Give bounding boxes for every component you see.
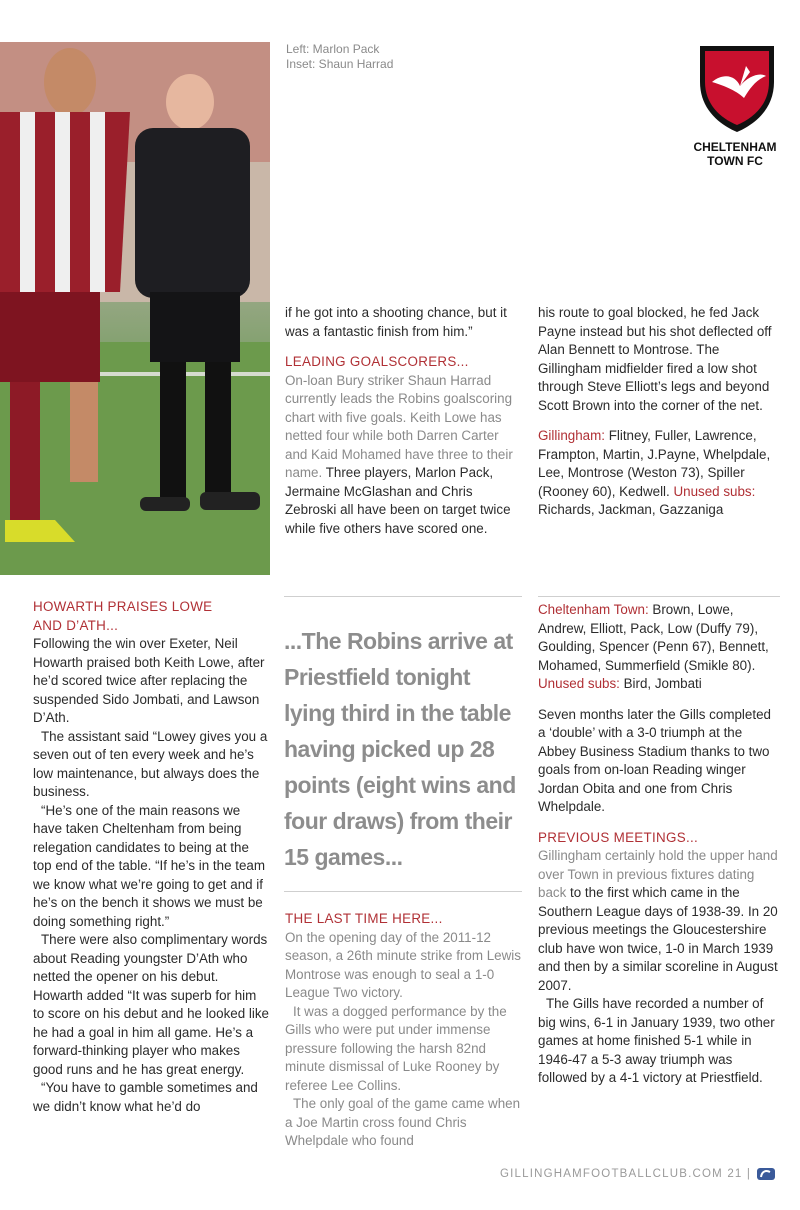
paragraph: his route to goal blocked, he fed Jack Payne instead but his shot deflected off Alan Bennett to Montrose. The Gillingham midfielder fired a low shot through Steve Elliott’s legs and beyond Scott Brown into the corner of the net. [538,305,772,413]
cheltenham-crest-logo [696,42,778,134]
gillingham-subs-label: Unused subs: [669,483,756,499]
gillingham-label: Gillingham: [538,428,605,443]
paragraph: Seven months later the Gills completed a ‘double’ with a 3-0 triumph at the Abbey Business Stadium thanks to two goals from on-loan Reading winger Jordan Obita and one from Chris Whelpdale. [538,706,771,814]
heading-last-time-here: THE LAST TIME HERE... [285,911,443,926]
cheltenham-lineup [538,601,780,694]
paragraph: It was a dogged performance by the Gills who were put under immense pressure following the harsh 82nd minute dismissal of Luke Rooney by referee Lee Collins. [285,1003,507,1093]
pull-quote: ...The Robins arrive at Priestfield tonight lying third in the table having picked up 28 points (eight wins and four draws) from their 15 games... [284,628,516,870]
cheltenham-subs: Bird, Jombati [619,676,702,691]
match-photo [0,42,270,575]
gillingham-team: Flitney, Fuller, Lawrence, Frampton, Martin, J.Payne, Whelpdale, Lee, Montrose (Weston 73), Spiller (Rooney 60), Kedwell. [538,428,771,499]
paragraph: The only goal of the game came when a Joe Martin cross found Chris Whelpdale who found [285,1096,521,1148]
article-column-1 [33,598,269,1116]
article-column-2-bottom [285,910,521,1151]
heading-howarth-line2: AND D’ATH... [33,617,119,633]
club-name-line1: CHELTENHAM [693,140,777,154]
page-footer [500,1168,751,1180]
paragraph: There were also complimentary words about Reading youngster D’Ath who netted the opener on his debut. Howarth added “It was superb for him to score on his debut and he looked like he had a goal in him all game. He’s a forward-thinking player who makes good runs and he has great energy. [33,932,269,1077]
paragraph: “You have to gamble sometimes and we didn’t know what he’d do [33,1080,258,1114]
article-column-3-bottom [538,601,780,1088]
column-divider [538,596,780,597]
goalscorers-text: Three players, Marlon Pack, Jermaine McGlashan and Chris Zebroski all have been on target twice while five others have scored one. [285,465,511,536]
goalscorers-faded-text: On-loan Bury striker Shaun Harrad currently leads the Robins goalscoring chart with five goals. Keith Lowe has netted four while both Darren Carter and Kaid Mohamed have three to their name. [285,372,513,480]
paragraph: Following the win over Exeter, Neil Howarth praised both Keith Lowe, after he’d scored twice after replacing the suspended Sido Jombati, and Lawson D’Ath. [33,636,265,725]
previous-faded-text: Gillingham certainly hold the upper hand over Town in previous fixtures dating back [538,848,778,900]
paragraph: “He’s one of the main reasons we have taken Cheltenham from being relegation candidates to being at the top end of the table. “If he’s in the team we know what we’re going to get and if he’s on the bench it shows we must be doing something right.” [33,802,266,929]
footer-page-number: 21 [727,1168,743,1180]
club-name-line2: TOWN FC [707,154,763,168]
previous-meetings-paragraph [538,847,780,995]
gillingham-lineup [538,427,780,520]
heading-leading-goalscorers: LEADING GOALSCORERS... [285,354,469,369]
photo-caption [286,42,393,72]
heading-howarth-praises [33,598,269,635]
heading-previous-meetings: PREVIOUS MEETINGS... [538,829,699,845]
heading-howarth-line1: HOWARTH PRAISES LOWE [33,599,213,614]
caption-line-inset: Inset: Shaun Harrad [286,57,394,71]
goalscorers-paragraph [285,372,521,539]
caption-line-left: Left: Marlon Pack [286,42,380,56]
paragraph: if he got into a shooting chance, but it was a fantastic finish from him.” [285,305,507,339]
gillingham-logo-icon [756,1166,776,1182]
cheltenham-label: Cheltenham Town: [538,602,649,617]
article-column-3-top [538,304,780,520]
gillingham-subs: Richards, Jackman, Gazzaniga [538,502,724,517]
article-column-2-top [285,304,521,538]
paragraph: On the opening day of the 2011-12 season, a 26th minute strike from Lewis Montrose was enough to seal a 1-0 League Two victory. [285,929,521,1000]
pull-quote-box [284,596,522,892]
club-name [680,140,790,168]
previous-text: to the first which came in the Southern League days of 1938-39. In 20 previous meetings the Gloucestershire club have won twice, 1-0 in March 1939 and then by a similar scoreline in August 2007. [538,885,778,993]
paragraph: The assistant said “Lowey gives you a seven out of ten every week and he’s low maintenance, but always does the business. [33,728,268,799]
footer-site: GILLINGHAMFOOTBALLCLUB.COM [500,1168,723,1180]
players-photo-illustration [0,42,270,575]
cheltenham-subs-label: Unused subs: [538,676,620,691]
paragraph: The Gills have recorded a number of big wins, 6-1 in January 1939, two other games at home finished 5-1 while in 1946-47 a 5-3 away triumph was followed by a 4-1 victory at Priestfield. [538,996,775,1085]
cheltenham-team: Brown, Lowe, Andrew, Elliott, Pack, Low (Duffy 79), Goulding, Spencer (Penn 67), Bennett, Mohamed, Summerfield (Smikle 80). [538,602,769,673]
footer-separator: | [746,1168,752,1180]
